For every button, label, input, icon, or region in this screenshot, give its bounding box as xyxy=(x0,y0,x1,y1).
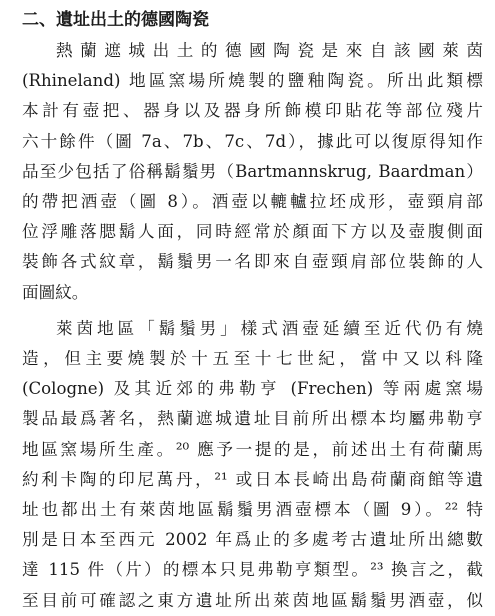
paragraph-line: 本計有壺把、器身以及器身所飾模印貼花等部位殘片 xyxy=(22,101,483,121)
paragraph-line: 約利卡陶的印尼萬丹，²¹ 或日本長崎出島荷蘭商館等遺 xyxy=(22,469,483,489)
paragraph-line: 品至少包括了俗稱鬍鬚男（Bartmannskrug, Baardman） xyxy=(22,161,483,181)
paragraph-line: 熱蘭遮城出土的德國陶瓷是來自該國萊茵 xyxy=(56,41,483,60)
paragraph-line: 製品最爲著名，熱蘭遮城遺址目前所出標本均屬弗勒亨 xyxy=(22,409,483,429)
paragraph-line: 面圖紋。 xyxy=(22,282,89,302)
paragraph-2 xyxy=(22,314,483,616)
paragraph-line: 至目前可確認之東方遺址所出萊茵地區鬍鬚男酒壺，似 xyxy=(22,590,483,610)
paragraph-line: 別是日本至西元 2002 年爲止的多處考古遺址所出總數 xyxy=(22,530,483,550)
paragraph-line: (Rhineland) 地區窯場所燒製的鹽釉陶瓷。所出此類標 xyxy=(22,71,483,91)
section-heading: 二、遺址出土的德國陶瓷 xyxy=(22,10,209,30)
paragraph-1 xyxy=(22,36,483,308)
paragraph-line: 位浮雕落腮鬍人面，同時經常於顏面下方以及壺腹側面 xyxy=(22,222,483,242)
paragraph-line: 造，但主要燒製於十五至十七世紀，當中又以科隆 xyxy=(22,349,483,369)
paragraph-line: 萊茵地區「鬍鬚男」樣式酒壺延續至近代仍有燒 xyxy=(56,318,483,338)
paragraph-line: 址也都出土有萊茵地區鬍鬚男酒壺標本（圖 9）。²² 特 xyxy=(22,500,483,520)
paragraph-line: 裝飾各式紋章，鬍鬚男一名即來自壺頸肩部位裝飾的人 xyxy=(22,252,483,272)
paragraph-line: 六十餘件（圖 7a、7b、7c、7d），據此可以復原得知作 xyxy=(22,131,483,151)
paragraph-line: 達 115 件（片）的標本只見弗勒亨類型。²³ 換言之，截 xyxy=(22,560,483,580)
paragraph-line: (Cologne) 及其近郊的弗勒亨 (Frechen) 等兩處窯場 xyxy=(22,379,483,399)
paragraph-line: 的帶把酒壺（圖 8）。酒壺以轆轤拉坯成形，壺頸肩部 xyxy=(22,192,483,212)
paragraph-line: 地區窯場所生產。²⁰ 應予一提的是，前述出土有荷蘭馬 xyxy=(22,439,483,459)
